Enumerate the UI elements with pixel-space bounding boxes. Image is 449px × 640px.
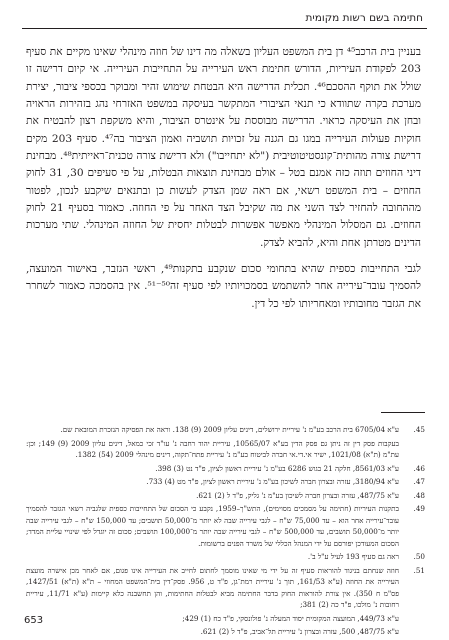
- running-header: חתימה בשם רשות מקומית: [305, 12, 423, 24]
- footnote-text: ע"א 3180/94, עזרה ובצרון חברה לשיכון בע"מ נ' עיריית ראשון לציון, פ"ד מט (4) 733.: [146, 477, 399, 486]
- body-text: [26, 44, 421, 322]
- footnote-text: ע"א 487/75, עזרה ובצרון חברה לשיכון בע"מ נ' גליק, פ"ד ל (2) 621.: [196, 490, 399, 500]
- footnote-number: 51.: [413, 565, 425, 575]
- footnote: [26, 476, 425, 488]
- footnote-number: 45.: [413, 425, 425, 434]
- footnote-text: ע"א 8561/03, חלקה 21 בגוש 6286 בע"מ נ' עיריית ראשון לציון, פ"ד נט (3) 398.: [155, 463, 399, 473]
- footnote-text: חוזה שנחתם בניגוד להוראות סעיף זה על ידי מי שאינו מוסמך לחתום לחייב את העירייה אינו פגום, אם לאחר מכן אישרה מועצת העירייה את החוזה (ע"א 161/53, תוך נ' עיריית רמת־גן, פ"ד ט, 956. פסק־דין בית־המשפט המחוזי – ת"א (ת"א) 1427/51, פס"מ ח 350). אין צורת להוראות החוק בדבר החתימה מביא לבטלות החתימות, והן תחשבנה כלא קיימות (ע"א 11/71, עיריית רחובות נ' מולכו, פ"ד כה (2) 381;: [26, 565, 400, 609]
- body-paragraph: לגבי התחייבות כספית שהיא בתחומי סכום שנקבע בתקנות⁴⁹, ראשי הגזבר, באישור המועצה, להסמיך עובד־עירייה אחר להשתמש בסמכויותיו לפי סעיף זה⁵¹⁻⁵⁰. אין בהסמכה כאמור לשחרר את הגזבר מחובותיו ומאחריותו לפי כל דין.: [26, 263, 421, 310]
- footnote: [26, 438, 425, 461]
- footnote-text: ע"א 6705/04 בית הרכב בע"מ נ' עיריית ירושלים, דינים עליון 2009 (9) 138. וראה את הפסיקה הנזכרת המובאת שם.: [60, 425, 399, 434]
- footnote-text: ע"א 449/73, המועצה המקומית יסוד המעלה נ' פולונסקי, פ"ד כח (1) 429;: [182, 613, 399, 623]
- footnote-text: בעקבות פסק דין זה ניתן גם פסק הדין בע"א 10565/07, עיריית יהוד רחבה נ' עו"ד זכי כמאל, דינים עליון 2009 (9) 149; וכן: עת"מ (ת"א) 1021/08, ישיר אי.די.אי חברה לביטוח בע"מ נ' עיריית פתח־תקוה, דינים מינהלי 2009 (54) 1382.: [26, 438, 400, 459]
- footnote: [26, 463, 425, 475]
- footnote: [26, 503, 425, 549]
- body-paragraph: בעניין בית הרכב⁴⁵ דן בית המשפט העליון בשאלה מה דינו של חוזה מינהלי שאינו מקיים את סעיף 203 לפקודת העיריות, הדורש חתימת ראש העירייה על התחייבות העירייה. אי קיום דרישה זו שולל את תוקף ההסכם⁴⁶. תכלית הדרישה היא הבטחת שימוש זהיר ומבוקר בכספי ציבור, יצירת מערכת בקרה שתוודא כי תנאי הציבורי המתקשר בעיסקה במשפט האזרחי נהג בזהירות הראויה ובחן את העיסקה כראוי. הדרישה מבוססת על אינטרס הציבור, והיא משקפת רצון להבטיח את חוקיות פעולות העירייה במגו גם הגנה על זכויות תושביה ואמון הציבור בה⁴⁷. סעיף 203 מקים דרישת צורה מהותית־קונסטיטוטיבית ("לא יתחייבו") ולא דרישת צורה טכנית־ראייתית⁴⁸. מבחינת דיני החוזים תוזה כזה אמנם בטל – אולם מבחינת תוצאות הבטלות, על פי סעיפים 30, 31 לחוק החוזים – בית המשפט רשאי, אם ראה שמן הצדק לעשות כן ובתנאים שיקבע לנכון, לפטור מההחובה להחזיר לצד השני את מה שקיבל הצד האחר על פי החוזה. כאמור בסעיף 21 לחוק החוזים. גם המסלול המינהלי מאפשר אפשרות לבטלות יחסית של החוזה המינהלי. שתי מערכות הדינים מטרתן אחת והיא, להביא לצדק.: [26, 46, 422, 249]
- footnote-number: 48.: [413, 490, 425, 500]
- footnote-text: בתקנות העיריות (חתימה על מסמכים מסוימים), התש"ך–1959, נקבע כי הסכום של התחייבות כספית שלגביה רשאי הגזבר להסמיך עובד־עירייה אחר הוא – עד 75,000 ש"ח – לגבי עירייה שבה לא יותר מ־50,000 תושבים; עד 150,000 ש"ח – לגבי עירייה שבה יותר מ־50,000 תושבים, עד 500,000 ש"ח – לגבי עירייה שבה יותר מ־100,000 תושבים; סכום זה יוגדל לפי שינויי עליית המדד; הסכום המעודכן יפורסם על ידי המנהל הכללי של משרד הפנים ברשומות.: [26, 504, 400, 548]
- footnote-number: 49.: [413, 504, 425, 513]
- footnote: [26, 613, 425, 625]
- footnote-text: ע"א 487/75, 500, עזרה ובצרון נ' עיריית תל־אביב, פ"ד ל (2) 621.: [200, 627, 399, 636]
- footnote: [26, 551, 425, 563]
- footnotes: [26, 424, 425, 640]
- footnote-number: 47.: [413, 477, 425, 486]
- footnote: [26, 565, 425, 611]
- footnote-number: 50.: [413, 552, 425, 561]
- footnote-separator: [381, 412, 425, 413]
- footnote-number: 46.: [413, 463, 425, 473]
- page-number: 653: [24, 615, 44, 626]
- footnote-text: ראה גם סעיף 193 לעיל ע"ל ב'.: [307, 552, 399, 561]
- footnote: [26, 424, 425, 436]
- footnote: [26, 626, 425, 638]
- footnote: [26, 490, 425, 502]
- header-rule: [22, 28, 427, 29]
